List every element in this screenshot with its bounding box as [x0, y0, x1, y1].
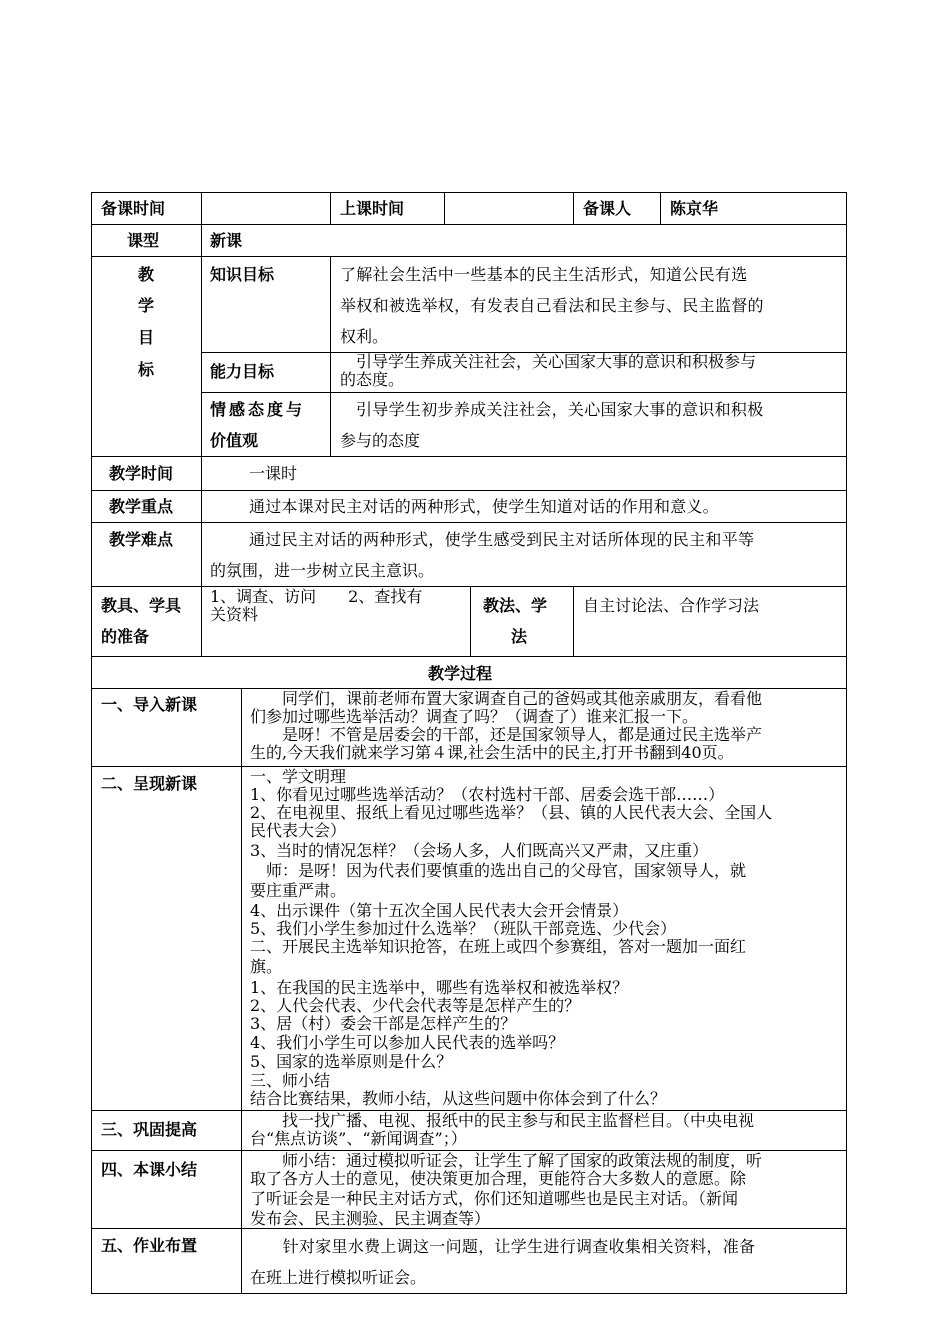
teaching-time-label: 教学时间 [109, 464, 174, 483]
prep-time-label: 备课时间 [101, 199, 166, 218]
section-intro-label: 一、导入新课 [101, 695, 198, 714]
key-points-value: 通过本课对民主对话的两种形式，使学生知道对话的作用和意义。 [249, 497, 719, 516]
key-points-label: 教学重点 [109, 497, 174, 516]
preparer-value: 陈京华 [670, 199, 719, 218]
section-summary-label: 四、本课小结 [101, 1160, 198, 1179]
lesson-type-value: 新课 [210, 231, 243, 250]
class-time-label: 上课时间 [340, 199, 405, 218]
process-title: 教学过程 [428, 664, 493, 683]
method-value: 自主讨论法、合作学习法 [583, 596, 760, 615]
section-new-lesson-label: 二、呈现新课 [101, 774, 198, 793]
section-homework-label: 五、作业布置 [101, 1236, 198, 1255]
preparer-label: 备课人 [583, 199, 632, 218]
knowledge-goal-label: 知识目标 [210, 265, 275, 284]
teaching-time-value: 一课时 [249, 464, 298, 483]
ability-goal-label: 能力目标 [210, 362, 275, 381]
section-consolidate-label: 三、巩固提高 [101, 1120, 198, 1139]
lesson-type-label: 课型 [127, 231, 160, 250]
difficulties-label: 教学难点 [109, 530, 174, 549]
